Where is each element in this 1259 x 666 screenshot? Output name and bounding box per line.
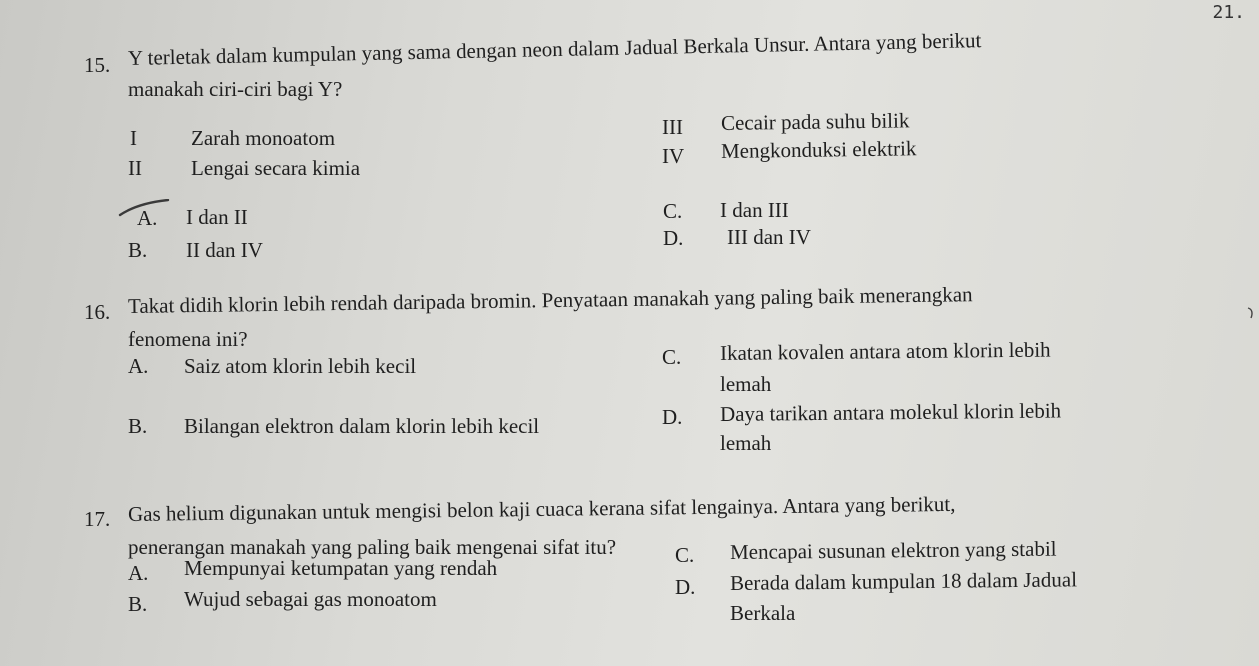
option-letter-a[interactable]: A. bbox=[137, 206, 158, 230]
statement-roman: IV bbox=[662, 144, 685, 168]
option-text-c[interactable]: Mencapai susunan elektron yang stabil bbox=[729, 536, 1057, 564]
option-letter-a[interactable]: A. bbox=[128, 354, 149, 378]
statement-text: Lengai secara kimia bbox=[191, 156, 361, 180]
option-letter-c[interactable]: C. bbox=[675, 543, 695, 567]
statement-roman: III bbox=[662, 115, 683, 139]
option-text-d[interactable]: Daya tarikan antara molekul klorin lebih bbox=[719, 398, 1062, 426]
question-number: 17. bbox=[84, 507, 111, 531]
option-text-d[interactable]: III dan IV bbox=[727, 225, 811, 249]
option-text-b[interactable]: Wujud sebagai gas monoatom bbox=[184, 587, 437, 611]
option-text-a[interactable]: I dan II bbox=[186, 205, 248, 229]
page-number: 21. bbox=[1212, 2, 1245, 23]
option-letter-d[interactable]: D. bbox=[662, 405, 683, 429]
question-stem: Gas helium digunakan untuk mengisi belon kaji cuaca kerana sifat lengainya. Antara yang berikut, bbox=[127, 491, 956, 526]
option-text-d-continued[interactable]: lemah bbox=[720, 431, 772, 455]
option-text-c-continued[interactable]: lemah bbox=[720, 372, 772, 396]
option-letter-d[interactable]: D. bbox=[675, 575, 696, 599]
option-letter-d[interactable]: D. bbox=[663, 226, 684, 250]
pen-stroke-mark bbox=[118, 199, 170, 217]
option-text-c[interactable]: Ikatan kovalen antara atom klorin lebih bbox=[719, 337, 1051, 365]
option-text-a[interactable]: Saiz atom klorin lebih kecil bbox=[184, 354, 417, 378]
option-text-d[interactable]: Berada dalam kumpulan 18 dalam Jadual bbox=[729, 567, 1078, 595]
option-letter-b[interactable]: B. bbox=[128, 414, 148, 438]
option-text-b[interactable]: II dan IV bbox=[186, 238, 263, 262]
statement-text: Zarah monoatom bbox=[191, 126, 336, 150]
question-stem-continued: penerangan manakah yang paling baik mengenai sifat itu? bbox=[128, 535, 617, 559]
option-letter-c[interactable]: C. bbox=[662, 345, 682, 369]
option-letter-a[interactable]: A. bbox=[128, 561, 149, 585]
question-stem-continued: fenomena ini? bbox=[128, 327, 248, 351]
question-stem: Y terletak dalam kumpulan yang sama dengan neon dalam Jadual Berkala Unsur. Antara yang berikut bbox=[127, 28, 982, 70]
statement-roman: I bbox=[130, 126, 137, 150]
question-stem-continued: manakah ciri-ciri bagi Y? bbox=[128, 77, 343, 101]
option-letter-b[interactable]: B. bbox=[128, 592, 148, 616]
question-stem: Takat didih klorin lebih rendah daripada bromin. Penyataan manakah yang paling baik menerangkan bbox=[127, 282, 973, 318]
statement-text: Cecair pada suhu bilik bbox=[720, 108, 910, 135]
margin-mark-icon bbox=[1247, 306, 1255, 320]
option-text-c[interactable]: I dan III bbox=[720, 198, 789, 222]
option-text-a[interactable]: Mempunyai ketumpatan yang rendah bbox=[184, 556, 498, 580]
option-text-b[interactable]: Bilangan elektron dalam klorin lebih kecil bbox=[184, 414, 540, 438]
option-text-d-continued[interactable]: Berkala bbox=[730, 601, 796, 625]
statement-text: Mengkonduksi elektrik bbox=[720, 136, 917, 163]
statement-roman: II bbox=[128, 156, 142, 180]
option-letter-b[interactable]: B. bbox=[128, 238, 148, 262]
option-letter-c[interactable]: C. bbox=[663, 199, 683, 223]
question-number: 15. bbox=[84, 53, 111, 77]
question-number: 16. bbox=[84, 300, 111, 324]
